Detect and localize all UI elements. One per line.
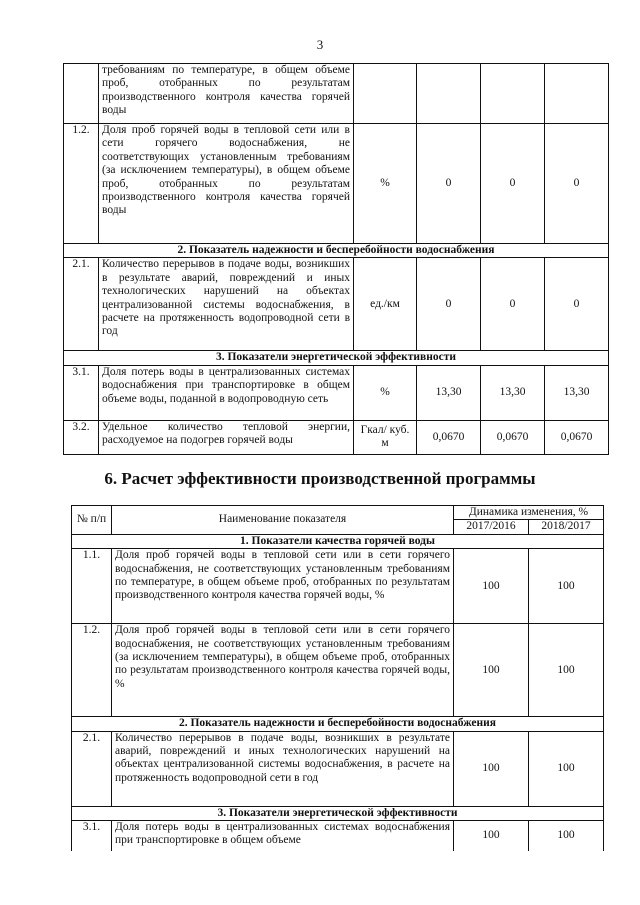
section-row	[64, 351, 609, 365]
page-number: 3	[316, 37, 324, 52]
indicator-name: требованиям по температуре, в общем объеме проб, отобранных по результатам производственного контроля качества горячей воды	[99, 64, 354, 124]
value-cell: 0	[481, 258, 545, 351]
section-label: 1. Показатели качества горячей воды	[72, 534, 604, 548]
table-row	[72, 731, 604, 806]
value-cell: 13,30	[545, 365, 609, 420]
value-cell: 100	[529, 731, 604, 806]
header-dynamics: Динамика изменения, %	[454, 506, 604, 520]
row-number: 2.1.	[72, 731, 112, 806]
table-row	[64, 258, 609, 351]
value-cell: 0	[545, 258, 609, 351]
value-cell	[481, 64, 545, 124]
value-cell	[545, 64, 609, 124]
value-cell: 0	[417, 124, 481, 244]
section-title: 6. Расчет эффективности производственной программы	[104, 469, 536, 488]
value-cell: 100	[454, 624, 529, 717]
value-cell: 13,30	[417, 365, 481, 420]
unit-cell	[354, 64, 417, 124]
indicator-name: Количество перерывов в подаче воды, возникших в результате аварий, повреждений и иных технологических нарушений на объектах централизованной системы водоснабжения, в расчете на протяженность водопроводной сети в год	[112, 731, 454, 806]
header-num: № п/п	[72, 506, 112, 535]
unit-cell: %	[354, 365, 417, 420]
value-cell: 0	[545, 124, 609, 244]
value-cell: 100	[454, 731, 529, 806]
row-number: 1.1.	[72, 549, 112, 624]
section-label: 3. Показатели энергетической эффективности	[72, 806, 604, 820]
table-row	[64, 124, 609, 244]
efficiency-table	[71, 505, 604, 851]
section-label: 3. Показатели энергетической эффективности	[64, 351, 609, 365]
value-cell	[417, 64, 481, 124]
value-cell: 100	[529, 549, 604, 624]
row-number: 3.2.	[64, 420, 99, 454]
section-row	[64, 244, 609, 258]
value-cell: 100	[454, 821, 529, 851]
table-row	[64, 420, 609, 454]
section-label: 2. Показатель надежности и бесперебойности водоснабжения	[64, 244, 609, 258]
table-header-row	[72, 506, 604, 520]
value-cell: 0,0670	[545, 420, 609, 454]
indicators-table	[63, 63, 609, 455]
value-cell: 0	[481, 124, 545, 244]
table-row	[64, 365, 609, 420]
table-row	[72, 624, 604, 717]
section-row	[72, 534, 604, 548]
indicator-name: Доля потерь воды в централизованных системах водоснабжения при транспортировке в общем объеме	[112, 821, 454, 851]
value-cell: 0	[417, 258, 481, 351]
value-cell: 0,0670	[417, 420, 481, 454]
row-number: 2.1.	[64, 258, 99, 351]
indicator-name: Количество перерывов в подаче воды, возникших в результате аварий, повреждений и иных технологических нарушений на объектах централизованной системы водоснабжения, в расчете на протяженность водопроводной сети в год	[99, 258, 354, 351]
value-cell: 0,0670	[481, 420, 545, 454]
unit-cell: %	[354, 124, 417, 244]
table-row	[72, 549, 604, 624]
section-row	[72, 806, 604, 820]
row-number	[64, 64, 99, 124]
header-name: Наименование показателя	[112, 506, 454, 535]
indicator-name: Доля проб горячей воды в тепловой сети или в сети горячего водоснабжения, не соответствующих установленным требованиям (за исключением температуры), в общем объеме проб, отобранных по результатам производственного контроля качества горячей воды	[99, 124, 354, 244]
row-number: 1.2.	[64, 124, 99, 244]
table-row	[72, 821, 604, 851]
value-cell: 100	[529, 624, 604, 717]
header-col-2018-2017: 2018/2017	[529, 520, 604, 534]
indicator-name: Доля проб горячей воды в тепловой сети или в сети горячего водоснабжения, не соответствующих установленным требованиям (за исключением температуры), в общем объеме проб, отобранных по результатам производственного контроля качества горячей воды, %	[112, 624, 454, 717]
section-label: 2. Показатель надежности и бесперебойности водоснабжения	[72, 717, 604, 731]
value-cell: 100	[454, 549, 529, 624]
indicator-name: Доля потерь воды в централизованных системах водоснабжения при транспортировке в общем объеме воды, поданной в водопроводную сеть	[99, 365, 354, 420]
table-row	[64, 64, 609, 124]
section-row	[72, 717, 604, 731]
value-cell: 100	[529, 821, 604, 851]
row-number: 1.2.	[72, 624, 112, 717]
indicator-name: Доля проб горячей воды в тепловой сети или в сети горячего водоснабжения, не соответствующих установленным требованиям по температуре, в общем объеме проб, отобранных по результатам производственного контроля качества горячей воды, %	[112, 549, 454, 624]
value-cell: 13,30	[481, 365, 545, 420]
row-number: 3.1.	[64, 365, 99, 420]
header-col-2017-2016: 2017/2016	[454, 520, 529, 534]
indicator-name: Удельное количество тепловой энергии, расходуемое на подогрев горячей воды	[99, 420, 354, 454]
unit-cell: ед./км	[354, 258, 417, 351]
row-number: 3.1.	[72, 821, 112, 851]
unit-cell: Гкал/ куб. м	[354, 420, 417, 454]
